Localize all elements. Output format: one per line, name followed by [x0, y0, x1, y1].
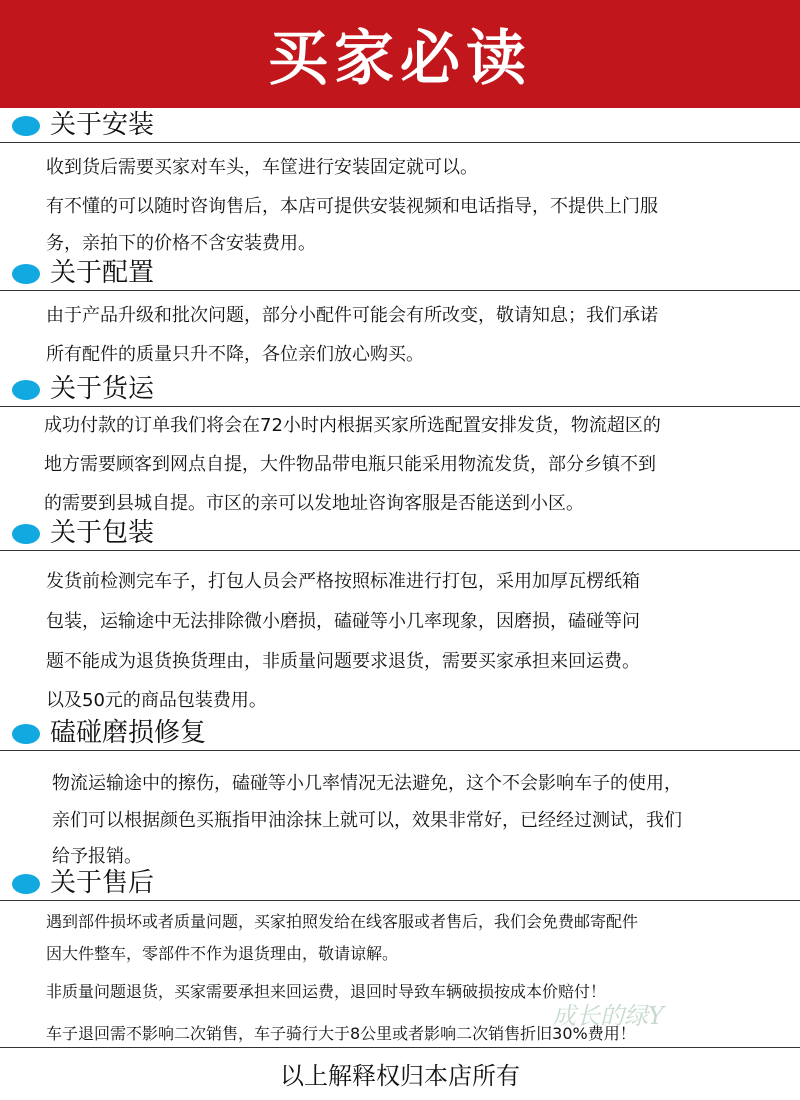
section-header: [0, 716, 800, 751]
section-title: 关于售后: [50, 868, 155, 898]
bullet-dot-icon: [12, 524, 40, 544]
section-title: 关于安装: [50, 110, 155, 140]
body-line: 题不能成为退货换货理由，非质量问题要求退货，需要买家承担来回运费。: [46, 651, 640, 672]
divider: [0, 1047, 800, 1048]
body-line: 遇到部件损坏或者质量问题，买家拍照发给在线客服或者售后，我们会免费邮寄配件: [46, 912, 639, 931]
section-header: [0, 866, 800, 901]
section-title: 关于包装: [50, 518, 155, 548]
section-title: 磕碰磨损修复: [50, 718, 207, 748]
section-title: 关于货运: [50, 374, 155, 404]
bullet-dot-icon: [12, 116, 40, 136]
watermark: 成长的绿Y: [552, 1002, 664, 1030]
body-line: 非质量问题退货，买家需要承担来回运费，退回时导致车辆破损按成本价赔付！: [46, 982, 607, 1001]
body-line: 收到货后需要买家对车头，车筐进行安装固定就可以。: [46, 157, 478, 178]
body-line: 地方需要顾客到网点自提，大件物品带电瓶只能采用物流发货，部分乡镇不到: [44, 454, 656, 475]
bullet-dot-icon: [12, 724, 40, 744]
body-line: 有不懂的可以随时咨询售后，本店可提供安装视频和电话指导，不提供上门服: [46, 196, 658, 217]
body-line: 车子退回需不影响二次销售，车子骑行大于8公里或者影响二次销售折旧30%费用！: [46, 1024, 636, 1043]
body-line: 成功付款的订单我们将会在72小时内根据买家所选配置安排发货，物流超区的: [44, 415, 661, 436]
section-config: [0, 256, 800, 365]
body-line: 务，亲拍下的价格不含安装费用。: [46, 233, 316, 254]
page-title: 买家必读: [268, 24, 532, 94]
body-line: 的需要到县城自提。市区的亲可以发地址咨询客服是否能送到小区。: [44, 493, 584, 514]
section-install: [0, 108, 800, 254]
bullet-dot-icon: [12, 874, 40, 894]
body-line: 给予报销。: [52, 846, 142, 867]
section-title: 关于配置: [50, 258, 155, 288]
bullet-dot-icon: [12, 380, 40, 400]
section-header: [0, 108, 800, 143]
section-header: [0, 256, 800, 291]
body-line: 所有配件的质量只升不降，各位亲们放心购买。: [46, 344, 424, 365]
section-header: [0, 372, 800, 407]
body-line: 亲们可以根据颜色买瓶指甲油涂抹上就可以，效果非常好，已经经过测试，我们: [52, 810, 682, 831]
section-shipping: [0, 372, 800, 514]
body-line: 发货前检测完车子，打包人员会严格按照标准进行打包，采用加厚瓦楞纸箱: [46, 571, 640, 592]
body-line: 以及50元的商品包装费用。: [46, 690, 267, 711]
section-header: [0, 516, 800, 551]
body-line: 物流运输途中的擦伤，磕碰等小几率情况无法避免，这个不会影响车子的使用，: [52, 773, 682, 794]
header-banner: [0, 0, 800, 108]
footer-note: 以上解释权归本店所有: [280, 1062, 520, 1090]
body-line: 因大件整车，零部件不作为退货理由，敬请谅解。: [46, 944, 399, 963]
body-line: 由于产品升级和批次问题，部分小配件可能会有所改变，敬请知息；我们承诺: [46, 305, 658, 326]
section-packaging: [0, 516, 800, 711]
bullet-dot-icon: [12, 264, 40, 284]
body-line: 包装，运输途中无法排除微小磨损，磕碰等小几率现象，因磨损，磕碰等问: [46, 611, 640, 632]
section-repair: [0, 716, 800, 867]
